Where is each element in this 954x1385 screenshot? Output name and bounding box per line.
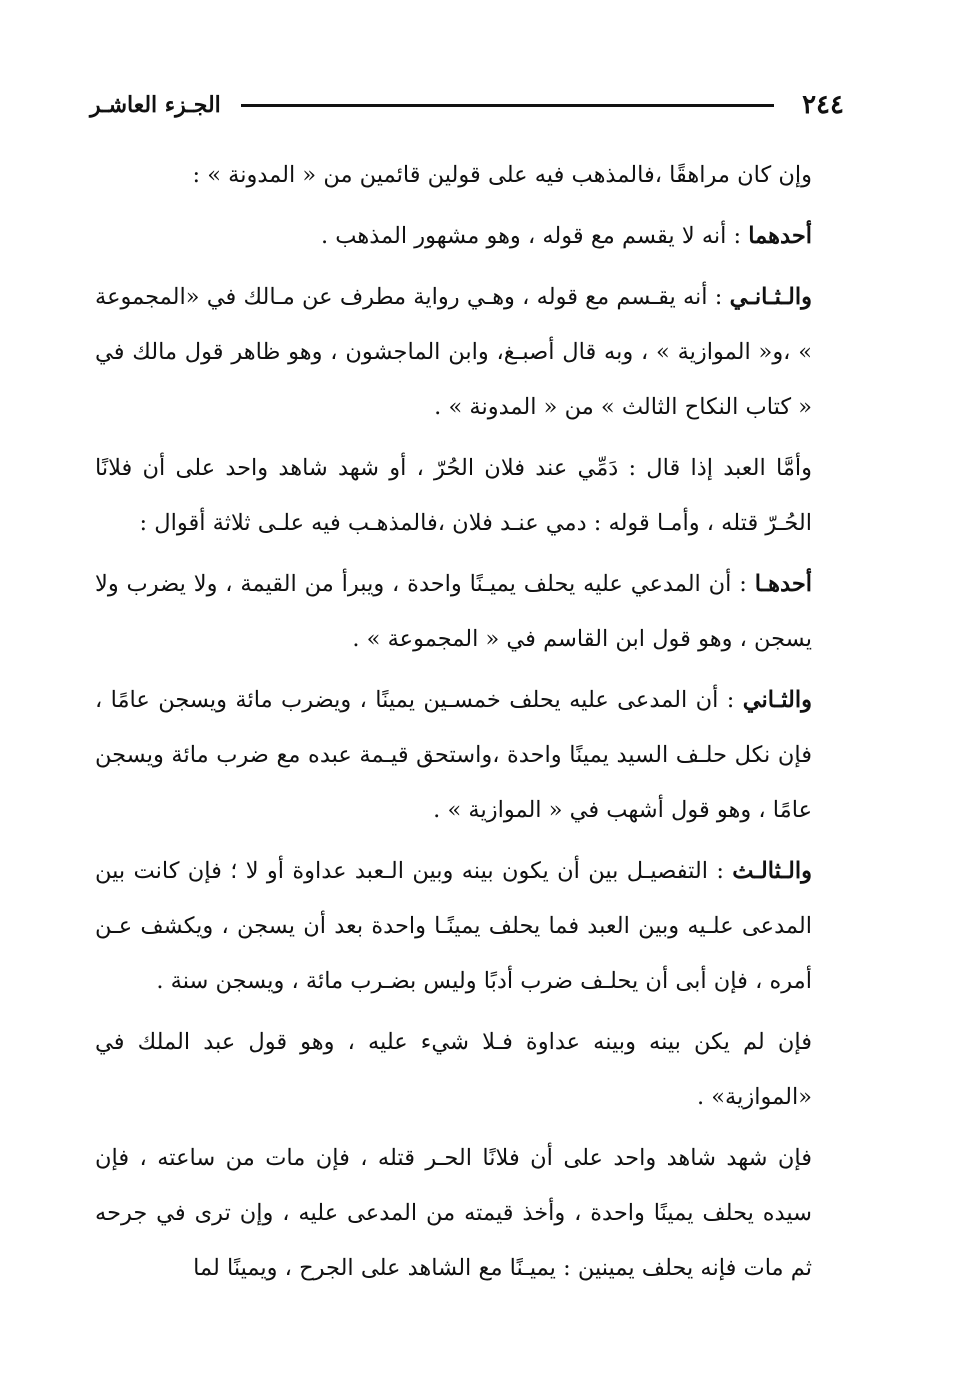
paragraph-text: فإن لم يكن بينه وبينه عداوة فـلا شيء عليه ، وهو قول عبد الملك في «الموازية» . <box>95 1029 812 1110</box>
page-number: ٢٤٤ <box>802 90 844 120</box>
paragraph <box>95 148 812 203</box>
paragraph-text: فإن شهد شاهد واحد على أن فلانًا الحـر قتله ، فإن مات من ساعته ، فإن سيده يحلف يمينًا واحدة ، وأخذ قيمته من المدعى عليه ، وإن ترى في جرحه ثم مات فإنه يحلف يمينين : يميـنًا مع الشاهد على الجرح ، ويمينًا لما <box>95 1145 812 1281</box>
paragraph <box>95 673 812 838</box>
paragraph <box>95 441 812 551</box>
paragraph-text: : أن المدعي عليه يحلف يميـنًا واحدة ، ويبرأ من القيمة ، ولا يضرب ولا يسجن ، وهو قول ابن القاسم في « المجموعة » . <box>95 571 812 652</box>
paragraph-text: : أنه لا يقسم مع قوله ، وهو مشهور المذهب . <box>320 223 749 249</box>
running-title: الجـزء العاشـر <box>90 92 221 118</box>
paragraph <box>95 557 812 667</box>
paragraph-text: : أنه يقـسم مع قوله ، وهـي رواية مطرف عن مـالك في «المجموعة » ،و« الموازية » ، وبه قال أصبـغ، وابن الماجشون ، وهو ظاهر قول مالك في « كتاب النكاح الثالث » من « المدونة » . <box>95 284 812 420</box>
paragraph <box>95 1015 812 1125</box>
paragraph-lead: والـثالـث <box>732 858 812 884</box>
paragraph <box>95 844 812 1009</box>
paragraph-lead: والثـاني <box>742 687 812 713</box>
paragraph-lead: أحدهما <box>748 223 812 249</box>
paragraph <box>95 270 812 435</box>
paragraph <box>95 209 812 264</box>
paragraph-lead: والـثـانـي <box>729 284 812 310</box>
paragraph-text: : أن المدعى عليه يحلف خمسـين يمينًا ، ويضرب مائة ويسجن عامًا ، فإن نكل حلـف السيد يمينًا واحدة ،واستحق قيـمة عبده مع ضرب مائة ويسجن عامًا ، وهو قول أشهب في « الموازية » . <box>95 687 812 823</box>
paragraph <box>95 1131 812 1296</box>
body-text <box>95 148 812 1302</box>
page-header <box>90 90 844 120</box>
header-rule <box>241 104 774 107</box>
paragraph-text: وإن كان مراهقًا ،فالمذهب فيه على قولين قائمين من « المدونة » : <box>192 162 812 188</box>
paragraph-text: وأمَّا العبد إذا قال : دَمِّي عند فلان الحُرّ ، أو شهد شاهد واحد على أن فلانًا الحُـرّ قتله ، وأمـا قوله : دمي عنـد فلان ،فالمذهـب فيه علـى ثلاثة أقوال : <box>95 455 812 536</box>
paragraph-text: : التفصيـل بين أن يكون بينه وبين الـعبد عداوة أو لا ؛ فإن كانت بين المدعى علـيه وبين العبد فما يحلف يمينًـا واحدة بعد أن يسجن ، ويكشف عـن أمره ، فإن أبى أن يحلـف ضرب أدبًا وليس بضـرب مائة ، ويسجن سنة . <box>95 858 812 994</box>
paragraph-lead: أحدهـا <box>754 571 812 597</box>
